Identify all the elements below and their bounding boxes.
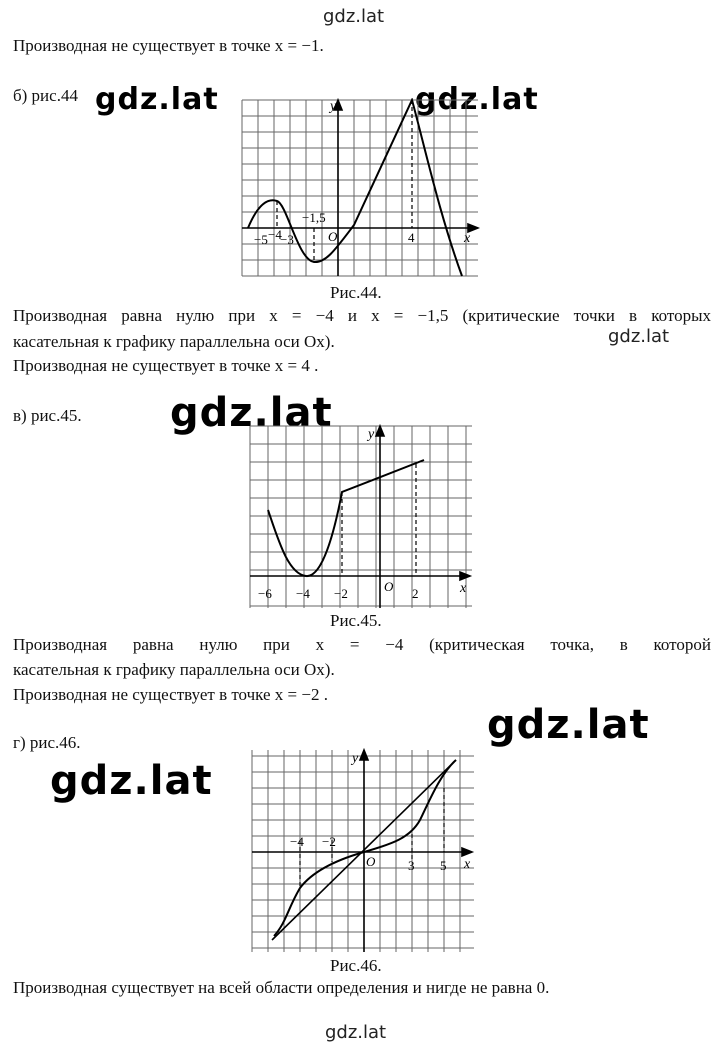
watermark-b-1: gdz.lat — [95, 82, 219, 117]
curve-45 — [268, 460, 424, 576]
watermark-b-3: gdz.lat — [608, 326, 670, 347]
x-label-44: x — [464, 231, 471, 246]
tick-45-m6: −6 — [258, 586, 272, 601]
text-no-derivative-a: Производная не существует в точке x = −1. — [13, 36, 324, 55]
axes-45 — [250, 426, 470, 608]
text-v-2: касательная к графику параллельна оси Ох). — [13, 660, 335, 679]
text-b-3: Производная не существует в точке x = 4 . — [13, 356, 319, 375]
watermark-g-2: gdz.lat — [50, 758, 213, 804]
x-label-46: x — [464, 857, 471, 872]
watermark-bottom: gdz.lat — [325, 1022, 387, 1043]
label-part-b: б) рис.44 — [13, 86, 78, 105]
text-g-1: Производная существует на всей области определения и нигде не равна 0. — [13, 978, 550, 997]
watermark-b-2: gdz.lat — [415, 82, 539, 117]
tick-46-m2: −2 — [322, 834, 336, 849]
grid-44 — [242, 100, 478, 276]
watermark-v: gdz.lat — [170, 390, 333, 436]
label-part-v: в) рис.45. — [13, 406, 82, 425]
grid-45 — [250, 426, 472, 608]
tick-44-4: 4 — [408, 230, 415, 245]
caption-44: Рис.44. — [330, 283, 382, 302]
caption-45: Рис.45. — [330, 611, 382, 630]
x-label-45: x — [460, 581, 467, 596]
origin-45: O — [384, 579, 394, 594]
tick-44-m1-5: −1,5 — [302, 210, 326, 225]
watermark-g-1: gdz.lat — [487, 702, 650, 748]
y-label-45: y — [368, 427, 375, 442]
axes-44 — [242, 100, 478, 276]
tick-45-m2: −2 — [334, 586, 348, 601]
tick-44-m4: −4 — [268, 227, 282, 242]
watermark-top: gdz.lat — [323, 6, 385, 27]
label-part-g: г) рис.46. — [13, 733, 81, 752]
text-b-2: касательная к графику параллельна оси Ох). — [13, 332, 335, 351]
origin-46: O — [366, 854, 376, 869]
dashes-45 — [342, 464, 416, 576]
y-label-44: y — [330, 99, 337, 114]
tick-45-2: 2 — [412, 586, 419, 601]
curve-44 — [248, 100, 462, 276]
y-label-46: y — [352, 751, 359, 766]
figure-44 — [240, 98, 480, 278]
text-v-1: Производная равна нулю при x = −4 (критическая точка, в которой — [13, 635, 711, 654]
text-b-1: Производная равна нулю при x = −4 и x = −1,5 (критические точки в которых — [13, 306, 711, 325]
tick-46-3: 3 — [408, 858, 415, 873]
figure-46 — [250, 748, 476, 954]
figure-45 — [248, 424, 474, 610]
text-v-3: Производная не существует в точке x = −2 . — [13, 685, 328, 704]
tick-46-m4: −4 — [290, 834, 304, 849]
tick-44-m5: −5 — [254, 232, 268, 247]
tick-44-m3: −3 — [280, 232, 294, 247]
caption-46: Рис.46. — [330, 956, 382, 975]
tick-46-5: 5 — [440, 858, 447, 873]
origin-44: O — [328, 229, 338, 244]
tick-45-m4: −4 — [296, 586, 310, 601]
